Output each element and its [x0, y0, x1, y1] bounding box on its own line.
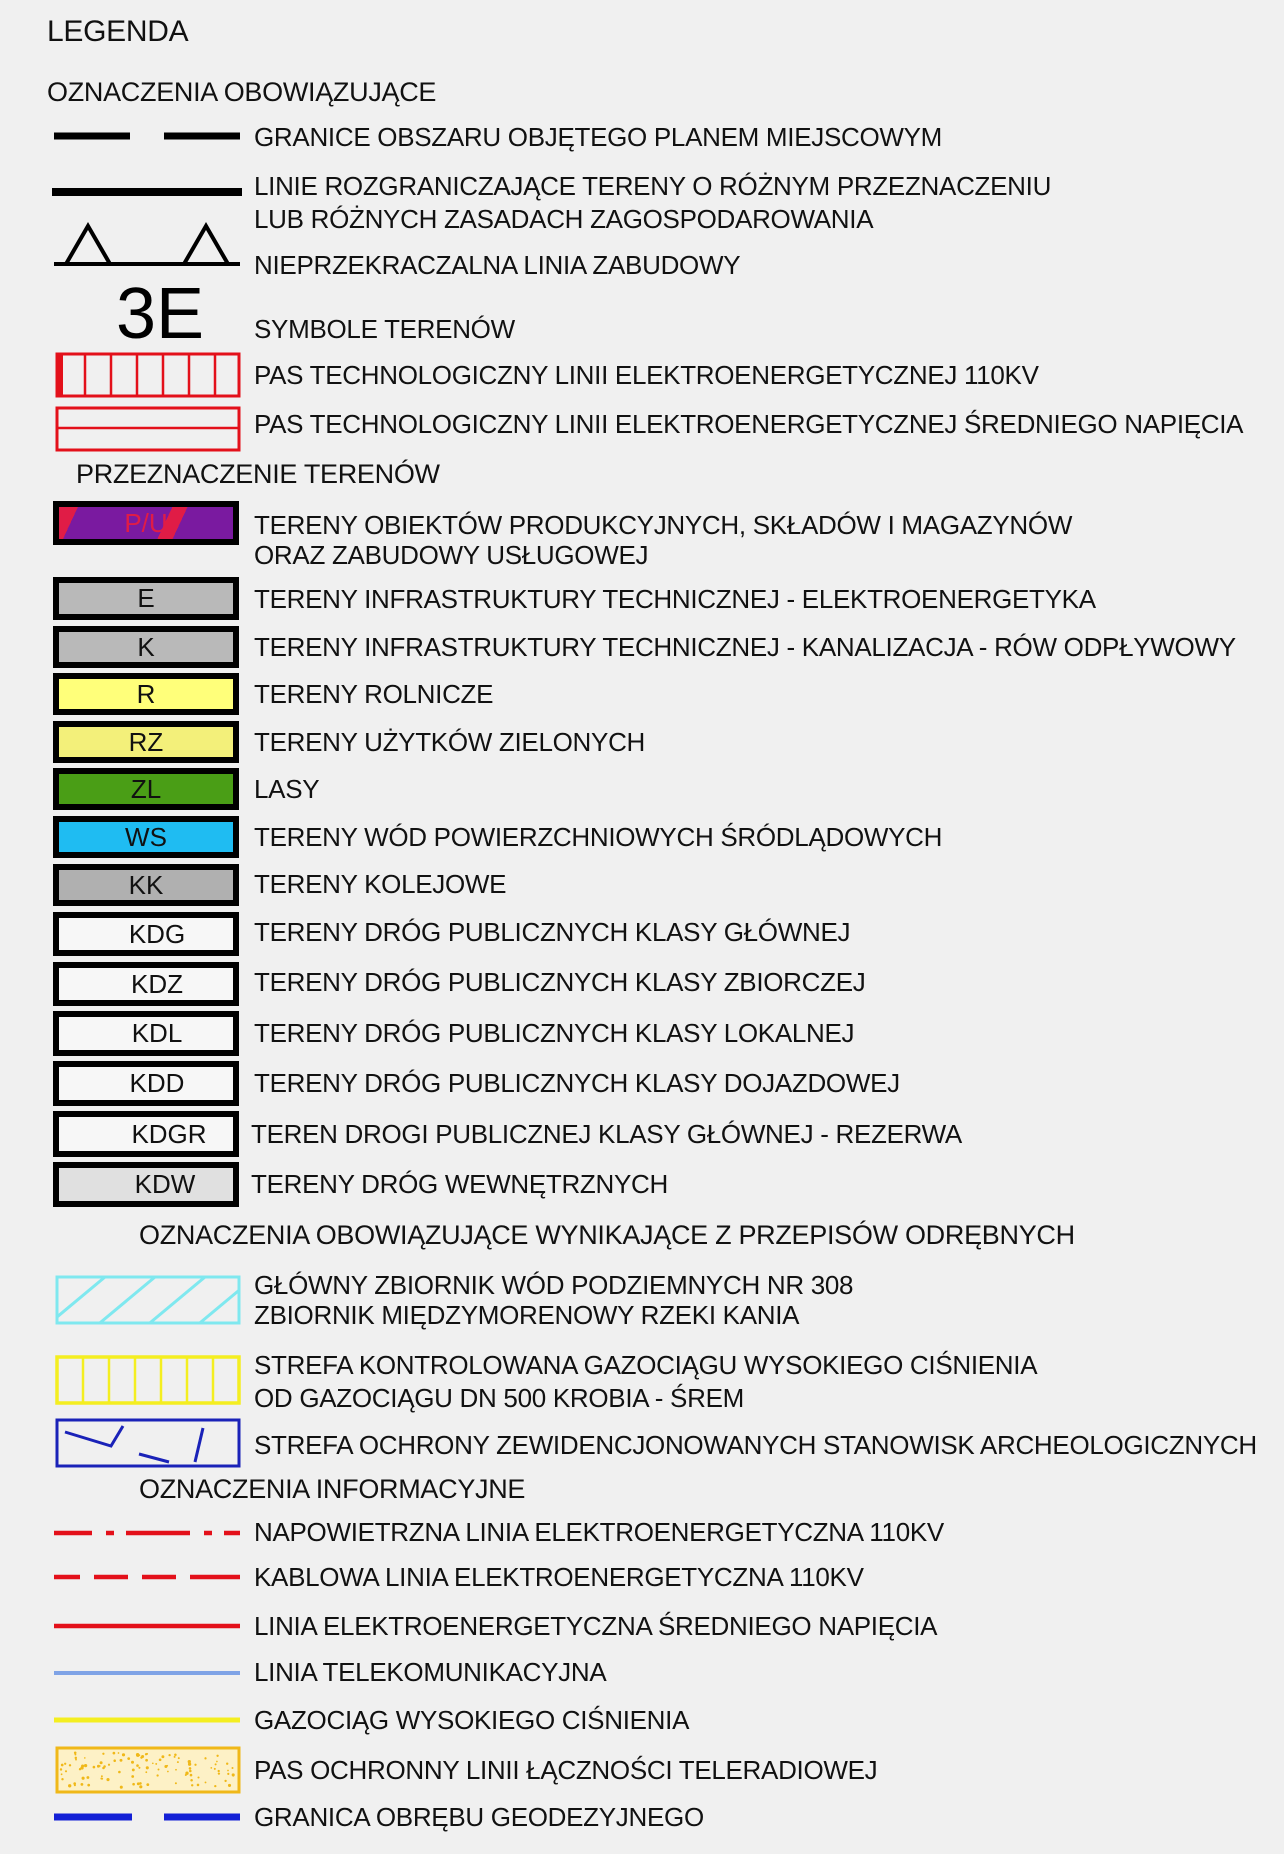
speckle-dot: [65, 1770, 67, 1772]
speckle-dot: [118, 1771, 121, 1774]
land-use-label-kk: TERENY KOLEJOWE: [254, 869, 507, 899]
speckle-dot: [175, 1782, 177, 1784]
land-use-code: KDZ: [131, 969, 183, 999]
speckle-dot: [189, 1770, 192, 1773]
land-use-label-k: TERENY INFRASTRUKTURY TECHNICZNEJ - KANALIZACJA - RÓW ODPŁYWOWY: [254, 632, 1236, 662]
speckle-dot: [191, 1784, 193, 1786]
land-use-label-rz: TERENY UŻYTKÓW ZIELONYCH: [254, 727, 646, 757]
speckle-dot: [216, 1755, 218, 1757]
strip-mv-symbol: [55, 406, 245, 454]
land-use-label-r: TERENY ROLNICZE: [254, 679, 494, 709]
speckle-dot: [74, 1784, 76, 1786]
land-use-swatch-zl: [53, 768, 239, 810]
speckle-dot: [214, 1785, 216, 1787]
speckle-dot: [155, 1763, 157, 1765]
speckle-dot: [218, 1772, 220, 1774]
gas-pipeline-symbol: [54, 1713, 254, 1727]
speckle-dot: [120, 1759, 123, 1762]
speckle-dot: [145, 1753, 147, 1755]
speckle-dot: [178, 1757, 180, 1759]
speckle-dot: [174, 1756, 176, 1758]
plan-boundary-symbol: [54, 126, 254, 146]
speckle-dot: [218, 1770, 220, 1772]
speckle-dot: [227, 1773, 229, 1775]
speckle-dot: [214, 1768, 216, 1770]
geodetic-boundary-label: GRANICA OBRĘBU GEODEZYJNEGO: [254, 1802, 704, 1832]
section-separate-regulations: OZNACZENIA OBOWIĄZUJĄCE WYNIKAJĄCE Z PRZEPISÓW ODRĘBNYCH: [139, 1220, 1075, 1250]
section-informational: OZNACZENIA INFORMACYJNE: [139, 1474, 526, 1504]
speckle-dot: [69, 1764, 71, 1766]
speckle-dot: [103, 1765, 106, 1768]
gas-zone-symbol: [55, 1355, 245, 1407]
land-use-code: KDGR: [131, 1119, 207, 1149]
speckle-dot: [188, 1763, 191, 1766]
speckle-dot: [227, 1770, 229, 1772]
speckle-dot: [161, 1755, 164, 1758]
land-use-swatch-r: [53, 673, 239, 715]
speckle-dot: [145, 1759, 148, 1762]
speckle-dot: [226, 1763, 228, 1765]
legend-title: LEGENDA: [47, 15, 189, 48]
archaeology-zone-symbol: [55, 1418, 245, 1470]
symbols-label: SYMBOLE TERENÓW: [254, 314, 515, 344]
speckle-dot: [101, 1775, 103, 1777]
speckle-dot: [61, 1773, 63, 1775]
speckle-dot: [156, 1774, 158, 1776]
speckle-dot: [106, 1778, 109, 1781]
radio-strip-label: PAS OCHRONNY LINII ŁĄCZNOŚCI TELERADIOWEJ: [254, 1755, 878, 1785]
speckle-dot: [185, 1772, 188, 1775]
land-use-code: KDW: [134, 1169, 196, 1199]
gas-zone-label-1: STREFA KONTROLOWANA GAZOCIĄGU WYSOKIEGO CIŚNIENIA: [254, 1350, 1038, 1380]
gas-pipeline-label: GAZOCIĄG WYSOKIEGO CIŚNIENIA: [254, 1705, 690, 1735]
dividing-lines-label-2: LUB RÓŻNYCH ZASADACH ZAGOSPODAROWANIA: [254, 204, 874, 234]
speckle-dot: [81, 1783, 84, 1786]
speckle-dot: [75, 1759, 77, 1761]
speckle-dot: [127, 1757, 130, 1760]
land-use-label-kdg: TERENY DRÓG PUBLICZNYCH KLASY GŁÓWNEJ: [254, 917, 851, 947]
speckle-dot: [158, 1769, 160, 1771]
land-use-swatch-k: [53, 626, 239, 668]
archaeology-zone-label: STREFA OCHRONY ZEWIDENCJONOWANYCH STANOWISK ARCHEOLOGICZNYCH: [254, 1430, 1257, 1460]
speckle-dot: [100, 1778, 102, 1780]
dividing-line-symbol: [52, 182, 252, 202]
land-use-swatch-kk: [53, 864, 239, 906]
speckle-dot: [168, 1754, 170, 1756]
plan-boundary-label: GRANICE OBSZARU OBJĘTEGO PLANEM MIEJSCOWYM: [254, 122, 943, 152]
strip-110kv-label: PAS TECHNOLOGICZNY LINII ELEKTROENERGETYCZNEJ 110KV: [254, 360, 1039, 390]
aquifer-label-1: GŁÓWNY ZBIORNIK WÓD PODZIEMNYCH NR 308: [254, 1270, 854, 1300]
speckle-dot: [61, 1764, 64, 1767]
speckle-dot: [146, 1766, 149, 1769]
strip-mv-label: PAS TECHNOLOGICZNY LINII ELEKTROENERGETYCZNEJ ŚREDNIEGO NAPIĘCIA: [254, 409, 1244, 439]
speckle-dot: [174, 1754, 177, 1757]
speckle-dot: [60, 1768, 62, 1770]
speckle-dot: [82, 1777, 85, 1780]
speckle-dot: [205, 1781, 207, 1783]
land-use-label-kdgr: TEREN DROGI PUBLICZNEJ KLASY GŁÓWNEJ - REZERWA: [251, 1119, 962, 1149]
land-use-swatch-kdl: [53, 1011, 239, 1056]
speckle-dot: [140, 1756, 142, 1758]
speckle-dot: [175, 1769, 177, 1771]
land-use-code: KDD: [129, 1068, 185, 1098]
land-use-code: KK: [128, 870, 164, 900]
speckle-dot: [159, 1758, 162, 1761]
speckle-dot: [132, 1783, 135, 1786]
dividing-lines-label-1: LINIE ROZGRANICZAJĄCE TERENY O RÓŻNYM PRZEZNACZENIU: [254, 171, 1052, 201]
speckle-dot: [100, 1761, 103, 1764]
land-use-label-kdd: TERENY DRÓG PUBLICZNYCH KLASY DOJAZDOWEJ: [254, 1068, 900, 1098]
telecom-line-label: LINIA TELEKOMUNIKACYJNA: [254, 1657, 607, 1687]
land-use-code: ZL: [130, 774, 162, 804]
land-use-code: P/U: [124, 508, 168, 538]
speckle-dot: [136, 1753, 139, 1756]
speckle-dot: [216, 1761, 218, 1763]
speckle-dot: [93, 1766, 96, 1769]
land-use-code: RZ: [128, 727, 164, 757]
speckle-dot: [228, 1784, 231, 1787]
speckle-dot: [74, 1754, 76, 1756]
speckle-dot: [132, 1768, 135, 1771]
speckle-dot: [152, 1762, 154, 1764]
land-use-code: E: [137, 583, 155, 613]
land-use-swatch-pu: [53, 501, 239, 545]
speckle-dot: [139, 1785, 142, 1788]
speckle-dot: [68, 1784, 71, 1787]
speckle-dot: [84, 1757, 86, 1759]
speckle-dot: [118, 1752, 120, 1754]
building-line-label: NIEPRZEKRACZALNA LINIA ZABUDOWY: [254, 250, 741, 280]
mv-line-label: LINIA ELEKTROENERGETYCZNA ŚREDNIEGO NAPIĘCIA: [254, 1611, 938, 1641]
telecom-line-symbol: [54, 1666, 254, 1680]
area-symbol-example: 3E: [116, 274, 205, 354]
speckle-dot: [138, 1767, 140, 1769]
land-use-swatch-kdz: [53, 962, 239, 1006]
speckle-dot: [137, 1782, 140, 1785]
section-binding: OZNACZENIA OBOWIĄZUJĄCE: [47, 77, 437, 107]
strip-110kv-symbol: [55, 352, 245, 400]
speckle-dot: [232, 1775, 234, 1777]
speckle-dot: [79, 1768, 81, 1770]
speckle-dot: [145, 1771, 147, 1773]
speckle-dot: [87, 1784, 90, 1787]
speckle-dot: [204, 1757, 206, 1759]
speckle-dot: [131, 1761, 134, 1764]
speckle-dot: [64, 1763, 66, 1765]
speckle-dot: [197, 1776, 199, 1778]
speckle-dot: [86, 1776, 89, 1779]
land-use-swatch-e: [53, 577, 239, 620]
speckle-dot: [131, 1775, 134, 1778]
land-use-label-e: TERENY INFRASTRUKTURY TECHNICZNEJ - ELEKTROENERGETYKA: [254, 584, 1096, 614]
section-purpose: PRZEZNACZENIE TERENÓW: [76, 459, 440, 489]
overhead-110kv-line-symbol: [54, 1526, 254, 1540]
speckle-dot: [102, 1753, 104, 1755]
land-use-swatch-kdgr: [53, 1111, 239, 1157]
speckle-dot: [190, 1779, 193, 1782]
cable-110kv-line-symbol: [54, 1570, 254, 1584]
aquifer-symbol: [55, 1275, 245, 1327]
speckle-dot: [210, 1767, 212, 1769]
building-line-symbol: [54, 222, 254, 272]
speckle-dot: [61, 1778, 63, 1780]
land-use-swatch-ws: [53, 816, 239, 858]
speckle-dot: [122, 1753, 125, 1756]
radio-strip-symbol: [55, 1746, 245, 1796]
land-use-swatch-kdd: [53, 1061, 239, 1106]
gas-zone-label-2: OD GAZOCIĄGU DN 500 KROBIA - ŚREM: [254, 1383, 744, 1413]
speckle-dot: [231, 1767, 233, 1769]
land-use-code: K: [137, 632, 155, 662]
land-use-label-ws: TERENY WÓD POWIERZCHNIOWYCH ŚRÓDLĄDOWYCH: [254, 822, 943, 852]
speckle-dot: [215, 1763, 217, 1765]
land-use-code: WS: [125, 822, 167, 852]
speckle-dot: [197, 1784, 200, 1787]
land-use-label-pu-1: TERENY OBIEKTÓW PRODUKCYJNYCH, SKŁADÓW I MAGAZYNÓW: [254, 510, 1073, 540]
speckle-dot: [224, 1780, 226, 1782]
speckle-dot: [113, 1752, 116, 1755]
speckle-dot: [108, 1764, 110, 1766]
land-use-label-kdw: TERENY DRÓG WEWNĘTRZNYCH: [251, 1169, 668, 1199]
speckle-dot: [120, 1786, 123, 1789]
land-use-label-kdl: TERENY DRÓG PUBLICZNYCH KLASY LOKALNEJ: [254, 1018, 855, 1048]
land-use-label-kdz: TERENY DRÓG PUBLICZNYCH KLASY ZBIORCZEJ: [254, 967, 866, 997]
mv-line-symbol: [54, 1619, 254, 1633]
speckle-dot: [189, 1767, 192, 1770]
speckle-dot: [81, 1764, 84, 1767]
speckle-dot: [167, 1771, 169, 1773]
speckle-dot: [99, 1765, 101, 1767]
speckle-dot: [190, 1774, 193, 1777]
cable-110kv-label: KABLOWA LINIA ELEKTROENERGETYCZNA 110KV: [254, 1562, 864, 1592]
land-use-label-zl: LASY: [254, 774, 320, 804]
speckle-dot: [136, 1764, 139, 1767]
speckle-dot: [146, 1783, 149, 1786]
speckle-dot: [194, 1764, 196, 1766]
speckle-dot: [84, 1764, 87, 1767]
aquifer-label-2: ZBIORNIK MIĘDZYMORENOWY RZEKI KANIA: [254, 1300, 800, 1330]
geodetic-boundary-symbol: [54, 1810, 254, 1824]
land-use-swatch-kdw: [53, 1162, 239, 1207]
land-use-swatch-kdg: [53, 912, 239, 956]
land-use-code: KDL: [131, 1018, 183, 1048]
land-use-label-pu-2: ORAZ ZABUDOWY USŁUGOWEJ: [254, 540, 649, 570]
speckle-dot: [177, 1761, 179, 1763]
land-use-swatch-rz: [53, 721, 239, 763]
land-use-code: KDG: [128, 919, 186, 949]
speckle-dot: [166, 1765, 168, 1767]
land-use-code: R: [136, 679, 156, 709]
speckle-dot: [113, 1759, 116, 1762]
overhead-110kv-label: NAPOWIETRZNA LINIA ELEKTROENERGETYCZNA 110KV: [254, 1517, 944, 1547]
